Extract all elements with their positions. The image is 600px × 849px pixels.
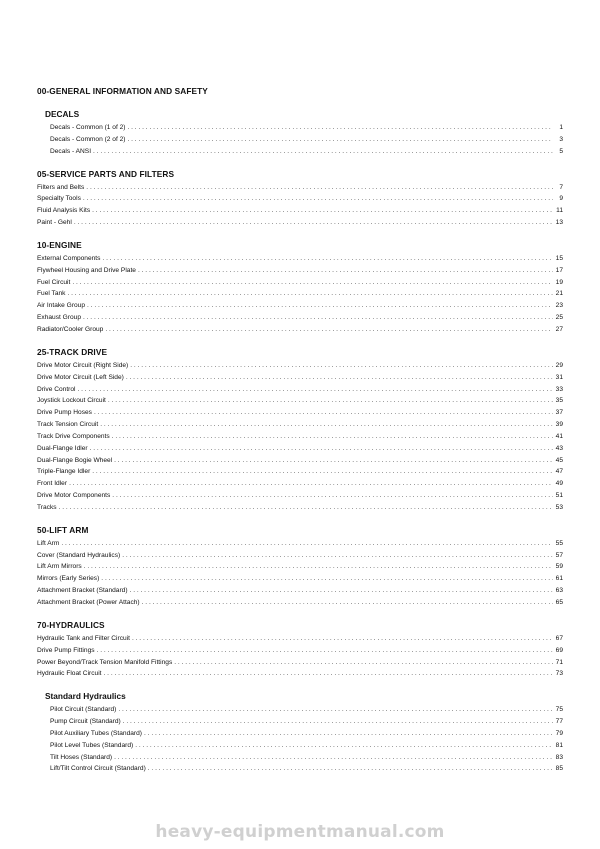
- toc-entry-page: 61: [555, 575, 563, 583]
- dot-leader: [114, 752, 553, 764]
- toc-entry-page: 7: [559, 183, 563, 191]
- toc-entry-title: Fuel Circuit: [37, 278, 71, 286]
- toc-entry[interactable]: [37, 407, 563, 419]
- toc-entry-page: 57: [555, 551, 563, 559]
- dot-leader: [104, 668, 554, 680]
- toc-entry-page: 13: [555, 219, 563, 227]
- toc-entry[interactable]: [37, 324, 563, 336]
- toc-entry-page: 55: [555, 539, 563, 547]
- dot-leader: [114, 455, 553, 467]
- toc-entry-list: [37, 704, 563, 775]
- toc-entry[interactable]: [37, 668, 563, 680]
- toc-entry-title: Drive Motor Circuit (Left Side): [37, 373, 124, 381]
- toc-entry[interactable]: [37, 384, 563, 396]
- toc-entry-page: 75: [555, 706, 563, 714]
- toc-entry-title: Tracks: [37, 503, 57, 511]
- dot-leader: [148, 763, 553, 775]
- dot-leader: [86, 182, 553, 194]
- toc-entry-title: Lift Arm Mirrors: [37, 563, 82, 571]
- dot-leader: [94, 407, 553, 419]
- toc-entry[interactable]: [37, 478, 563, 490]
- toc-entry-list: [37, 633, 563, 680]
- toc-entry-title: Hydraulic Float Circuit: [37, 670, 102, 678]
- toc-entry-title: Pilot Auxiliary Tubes (Standard): [50, 729, 142, 737]
- section-heading: 10-ENGINE: [37, 239, 82, 250]
- toc-entry-title: Drive Motor Circuit (Right Side): [37, 361, 129, 369]
- toc-entry-title: Lift/Tilt Control Circuit (Standard): [50, 765, 146, 773]
- toc-entry-title: Fluid Analysis Kits: [37, 207, 91, 215]
- toc-entry-page: 41: [555, 432, 563, 440]
- dot-leader: [130, 360, 553, 372]
- toc-entry-page: 29: [555, 361, 563, 369]
- toc-entry-page: 3: [559, 135, 563, 143]
- toc-entry-page: 21: [555, 290, 563, 298]
- toc-entry-title: Fuel Tank: [37, 290, 66, 298]
- toc-entry-title: External Components: [37, 254, 101, 262]
- section-heading: 25-TRACK DRIVE: [37, 346, 108, 357]
- dot-leader: [83, 312, 553, 324]
- toc-entry[interactable]: [37, 300, 563, 312]
- toc-entry-page: 71: [555, 658, 563, 666]
- dot-leader: [97, 645, 553, 657]
- toc-entry-page: 39: [555, 421, 563, 429]
- toc-entry-list: [37, 253, 563, 336]
- toc-entry-title: Power Beyond/Track Tension Manifold Fittings: [37, 658, 173, 666]
- toc-entry[interactable]: [37, 265, 563, 277]
- dot-leader: [108, 395, 553, 407]
- toc-entry-page: 37: [555, 409, 563, 417]
- toc-entry[interactable]: [37, 455, 563, 467]
- section-engine: [37, 240, 563, 336]
- toc-entry-title: Hydraulic Tank and Filter Circuit: [37, 634, 130, 642]
- toc-entry[interactable]: [37, 193, 563, 205]
- toc-entry-title: Drive Pump Fittings: [37, 646, 95, 654]
- toc-entry-title: Dual-Flange Bogie Wheel: [37, 456, 113, 464]
- dot-leader: [77, 384, 553, 396]
- watermark-footer: heavy-equipmentmanual.com: [155, 822, 445, 842]
- dot-leader: [67, 288, 553, 300]
- section-track-drive: [37, 347, 563, 514]
- toc-entry-page: 47: [555, 468, 563, 476]
- toc-entry[interactable]: [37, 312, 563, 324]
- toc-entry-page: 27: [555, 325, 563, 333]
- dot-leader: [130, 585, 553, 597]
- dot-leader: [61, 538, 553, 550]
- toc-entry[interactable]: [37, 395, 563, 407]
- toc-entry[interactable]: [37, 217, 563, 229]
- toc-entry-title: Decals - Common (1 of 2): [50, 124, 126, 131]
- dot-leader: [93, 146, 553, 158]
- toc-entry-page: 81: [555, 741, 563, 749]
- toc-entry-title: Radiator/Cooler Group: [37, 325, 104, 333]
- subsection-heading: DECALS: [45, 109, 80, 119]
- toc-entry[interactable]: [37, 585, 563, 597]
- toc-entry-title: Mirrors (Early Series): [37, 575, 100, 583]
- toc-entry-page: 33: [555, 385, 563, 393]
- toc-entry[interactable]: [37, 763, 563, 775]
- toc-entry[interactable]: [37, 550, 563, 562]
- toc-entry[interactable]: [37, 360, 563, 372]
- toc-entry-title: Pilot Circuit (Standard): [50, 706, 117, 714]
- section-heading: 70-HYDRAULICS: [37, 619, 105, 630]
- toc-entry-list: [37, 182, 563, 229]
- table-of-contents: [37, 86, 563, 786]
- toc-entry-page: 5: [559, 147, 563, 155]
- toc-entry-title: Specialty Tools: [37, 195, 81, 203]
- toc-entry-page: 9: [559, 195, 563, 203]
- toc-entry-title: Joystick Lockout Circuit: [37, 397, 106, 405]
- dot-leader: [123, 716, 553, 728]
- toc-entry-page: 53: [555, 503, 563, 511]
- toc-entry-title: Air Intake Group: [37, 302, 86, 310]
- toc-entry[interactable]: [37, 122, 563, 134]
- dot-leader: [74, 217, 553, 229]
- section-lift-arm: [37, 525, 563, 609]
- toc-entry[interactable]: [37, 597, 563, 609]
- toc-entry-page: 77: [555, 718, 563, 726]
- toc-entry-title: Tilt Hoses (Standard): [50, 753, 113, 761]
- toc-entry-title: Triple-Flange Idler: [37, 468, 91, 476]
- toc-entry-page: 25: [555, 314, 563, 322]
- dot-leader: [83, 193, 553, 205]
- toc-entry-page: 35: [555, 397, 563, 405]
- toc-entry-title: Dual-Flange Idler: [37, 444, 88, 452]
- toc-entry-title: Pilot Level Tubes (Standard): [50, 741, 134, 749]
- toc-entry-list: [37, 122, 563, 158]
- dot-leader: [69, 478, 553, 490]
- dot-leader: [100, 419, 553, 431]
- toc-entry[interactable]: [37, 146, 563, 158]
- dot-leader: [127, 134, 553, 146]
- dot-leader: [122, 550, 553, 562]
- toc-entry-page: 45: [555, 456, 563, 464]
- toc-entry[interactable]: [37, 277, 563, 289]
- dot-leader: [59, 502, 553, 514]
- toc-entry-page: 69: [555, 646, 563, 654]
- toc-entry-page: 19: [555, 278, 563, 286]
- toc-entry-page: 49: [555, 480, 563, 488]
- toc-entry-title: Pump Circuit (Standard): [50, 718, 121, 726]
- toc-entry-title: Decals - Common (2 of 2): [50, 135, 126, 143]
- toc-entry-title: Track Tension Circuit: [37, 421, 99, 429]
- toc-entry-page: 1: [559, 124, 563, 131]
- toc-entry-title: Front Idler: [37, 480, 68, 488]
- dot-leader: [118, 704, 553, 716]
- toc-entry-title: Filters and Belts: [37, 183, 85, 191]
- toc-entry[interactable]: [37, 502, 563, 514]
- section-hydraulics: [37, 620, 563, 775]
- toc-entry-page: 17: [555, 266, 563, 274]
- dot-leader: [87, 300, 553, 312]
- dot-leader: [105, 324, 553, 336]
- dot-leader: [84, 561, 553, 573]
- dot-leader: [92, 466, 553, 478]
- toc-entry[interactable]: [37, 704, 563, 716]
- toc-entry-title: Attachment Bracket (Power Attach): [37, 599, 140, 606]
- toc-entry[interactable]: [37, 561, 563, 573]
- dot-leader: [102, 253, 553, 265]
- toc-entry[interactable]: [37, 288, 563, 300]
- toc-entry[interactable]: [37, 645, 563, 657]
- toc-entry-title: Drive Control: [37, 385, 76, 393]
- section-heading: 05-SERVICE PARTS AND FILTERS: [37, 168, 175, 179]
- dot-leader: [72, 277, 553, 289]
- toc-entry-page: 11: [556, 207, 563, 215]
- toc-entry-title: Drive Pump Hoses: [37, 409, 92, 417]
- toc-entry-page: 51: [555, 492, 563, 500]
- dot-leader: [142, 597, 553, 609]
- toc-entry-title: Exhaust Group: [37, 314, 81, 322]
- dot-leader: [112, 431, 553, 443]
- toc-entry-title: Track Drive Components: [37, 432, 110, 440]
- toc-entry[interactable]: [37, 431, 563, 443]
- toc-entry[interactable]: [37, 134, 563, 146]
- toc-entry-page: 83: [555, 753, 563, 761]
- dot-leader: [90, 443, 553, 455]
- section-general: [37, 86, 563, 158]
- section-heading: 00-GENERAL INFORMATION AND SAFETY: [37, 86, 208, 96]
- toc-entry-title: Paint - Gehl: [37, 219, 72, 227]
- toc-entry-page: 31: [555, 373, 563, 381]
- dot-leader: [101, 573, 553, 585]
- toc-entry-page: 85: [555, 765, 563, 773]
- toc-entry[interactable]: [37, 372, 563, 384]
- subsection-heading: Standard Hydraulics: [45, 691, 126, 702]
- toc-entry[interactable]: [37, 205, 563, 217]
- toc-entry[interactable]: [37, 253, 563, 265]
- toc-entry[interactable]: [37, 657, 563, 669]
- toc-entry[interactable]: [37, 538, 563, 550]
- toc-entry-page: 43: [555, 444, 563, 452]
- toc-entry-page: 65: [555, 599, 563, 606]
- dot-leader: [174, 657, 553, 669]
- toc-entry[interactable]: [37, 740, 563, 752]
- dot-leader: [112, 490, 553, 502]
- dot-leader: [138, 265, 553, 277]
- toc-entry[interactable]: [37, 182, 563, 194]
- toc-entry-title: Lift Arm: [37, 539, 60, 547]
- dot-leader: [92, 205, 553, 217]
- toc-entry-title: Cover (Standard Hydraulics): [37, 551, 121, 559]
- toc-entry-title: Flywheel Housing and Drive Plate: [37, 266, 136, 274]
- dot-leader: [127, 122, 553, 134]
- dot-leader: [126, 372, 553, 384]
- toc-entry-page: 67: [555, 634, 563, 642]
- toc-entry-title: Attachment Bracket (Standard): [37, 587, 128, 595]
- toc-entry[interactable]: [37, 752, 563, 764]
- toc-entry-title: Drive Motor Components: [37, 492, 111, 500]
- toc-entry[interactable]: [37, 728, 563, 740]
- toc-entry-list: [37, 360, 563, 514]
- toc-entry[interactable]: [37, 466, 563, 478]
- dot-leader: [135, 740, 553, 752]
- toc-entry-list: [37, 538, 563, 609]
- toc-entry-title: Decals - ANSI: [50, 147, 92, 155]
- toc-entry-page: 63: [555, 587, 563, 595]
- toc-entry-page: 23: [555, 302, 563, 310]
- dot-leader: [144, 728, 553, 740]
- section-service-parts: [37, 169, 563, 229]
- dot-leader: [132, 633, 553, 645]
- toc-entry[interactable]: [37, 419, 563, 431]
- toc-entry-page: 79: [555, 729, 563, 737]
- toc-entry[interactable]: [37, 633, 563, 645]
- toc-entry[interactable]: [37, 490, 563, 502]
- toc-entry[interactable]: [37, 716, 563, 728]
- toc-entry[interactable]: [37, 573, 563, 585]
- toc-entry-page: 73: [555, 670, 563, 678]
- toc-entry-page: 59: [555, 563, 563, 571]
- section-heading: 50-LIFT ARM: [37, 524, 89, 535]
- toc-entry[interactable]: [37, 443, 563, 455]
- toc-entry-page: 15: [555, 254, 563, 262]
